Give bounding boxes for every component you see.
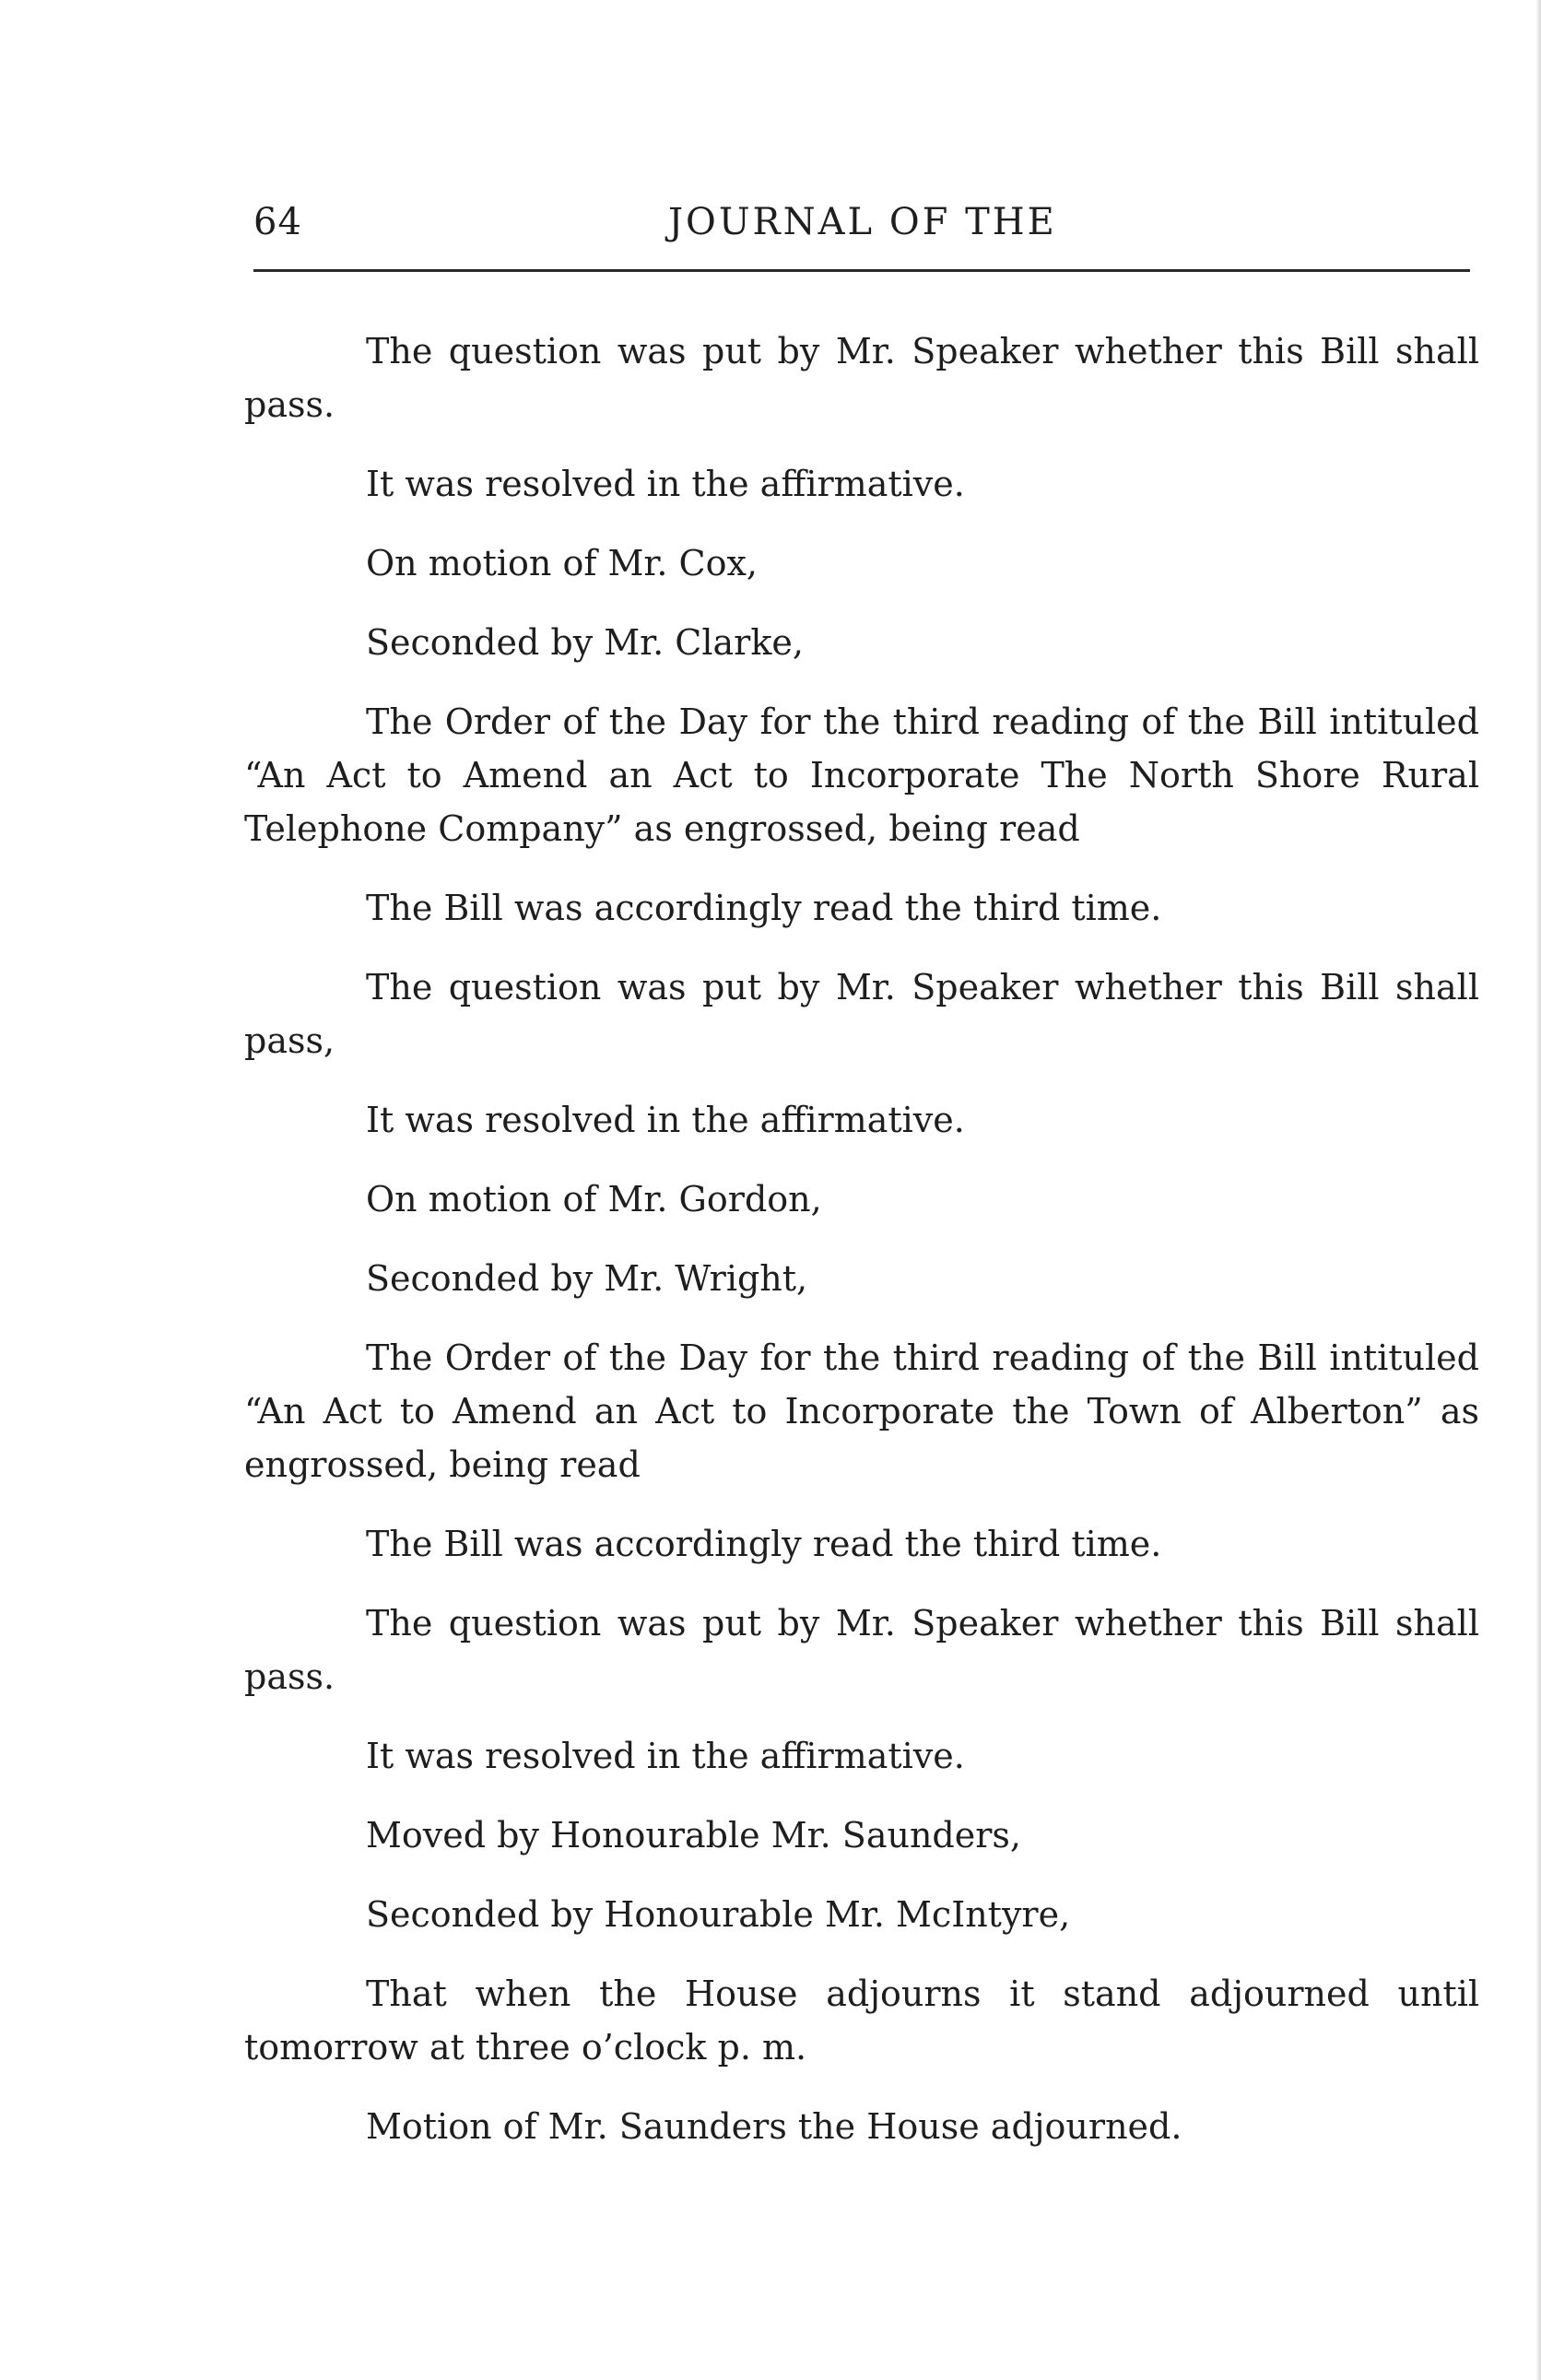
paragraph-resolved: It was resolved in the affirmative. bbox=[366, 1100, 965, 1140]
paragraph-question-pass: The question was put by Mr. Speaker whether this Bill shall pass. bbox=[244, 1603, 1479, 1697]
paragraph-resolved: It was resolved in the affirmative. bbox=[366, 1736, 965, 1776]
paragraph-moved: Moved by Honourable Mr. Saunders, bbox=[366, 1815, 1021, 1856]
paragraph-question-pass: The question was put by Mr. Speaker whether this Bill shall pass. bbox=[244, 331, 1479, 425]
paragraph-resolved: It was resolved in the affirmative. bbox=[366, 464, 965, 504]
paragraph-question-pass: The question was put by Mr. Speaker whether this Bill shall pass, bbox=[244, 967, 1479, 1061]
paragraph-seconded: Seconded by Mr. Clarke, bbox=[366, 622, 804, 663]
page-edge-shadow bbox=[1535, 0, 1541, 2380]
page-header bbox=[253, 201, 1488, 256]
paragraph-third-reading: The Bill was accordingly read the third time. bbox=[366, 888, 1162, 928]
paragraph-adjournment-motion: That when the House adjourns it stand adjourned until tomorrow at three o’clock p. m. bbox=[244, 1974, 1479, 2068]
paragraph-motion: On motion of Mr. Gordon, bbox=[366, 1179, 822, 1219]
paragraph-order-of-day: The Order of the Day for the third reading of the Bill intituled “An Act to Amend an Act to Incorporate The North Shore Rural Telephone Company” as engrossed, being read bbox=[244, 701, 1479, 849]
paragraph-seconded: Seconded by Honourable Mr. McIntyre, bbox=[366, 1894, 1071, 1935]
paragraph-house-adjourned: Motion of Mr. Saunders the House adjourned. bbox=[366, 2106, 1182, 2147]
page-number: 64 bbox=[253, 201, 302, 243]
paragraph-order-of-day: The Order of the Day for the third reading of the Bill intituled “An Act to Amend an Act to Incorporate the Town of Alberton” as engrossed, being read bbox=[244, 1337, 1479, 1485]
paragraph-motion: On motion of Mr. Cox, bbox=[366, 543, 759, 583]
header-rule bbox=[253, 269, 1470, 272]
running-head: JOURNAL OF THE bbox=[668, 201, 1057, 243]
paragraph-third-reading: The Bill was accordingly read the third time. bbox=[366, 1524, 1162, 1564]
paragraph-seconded: Seconded by Mr. Wright, bbox=[366, 1258, 808, 1299]
journal-body bbox=[244, 324, 1479, 2179]
